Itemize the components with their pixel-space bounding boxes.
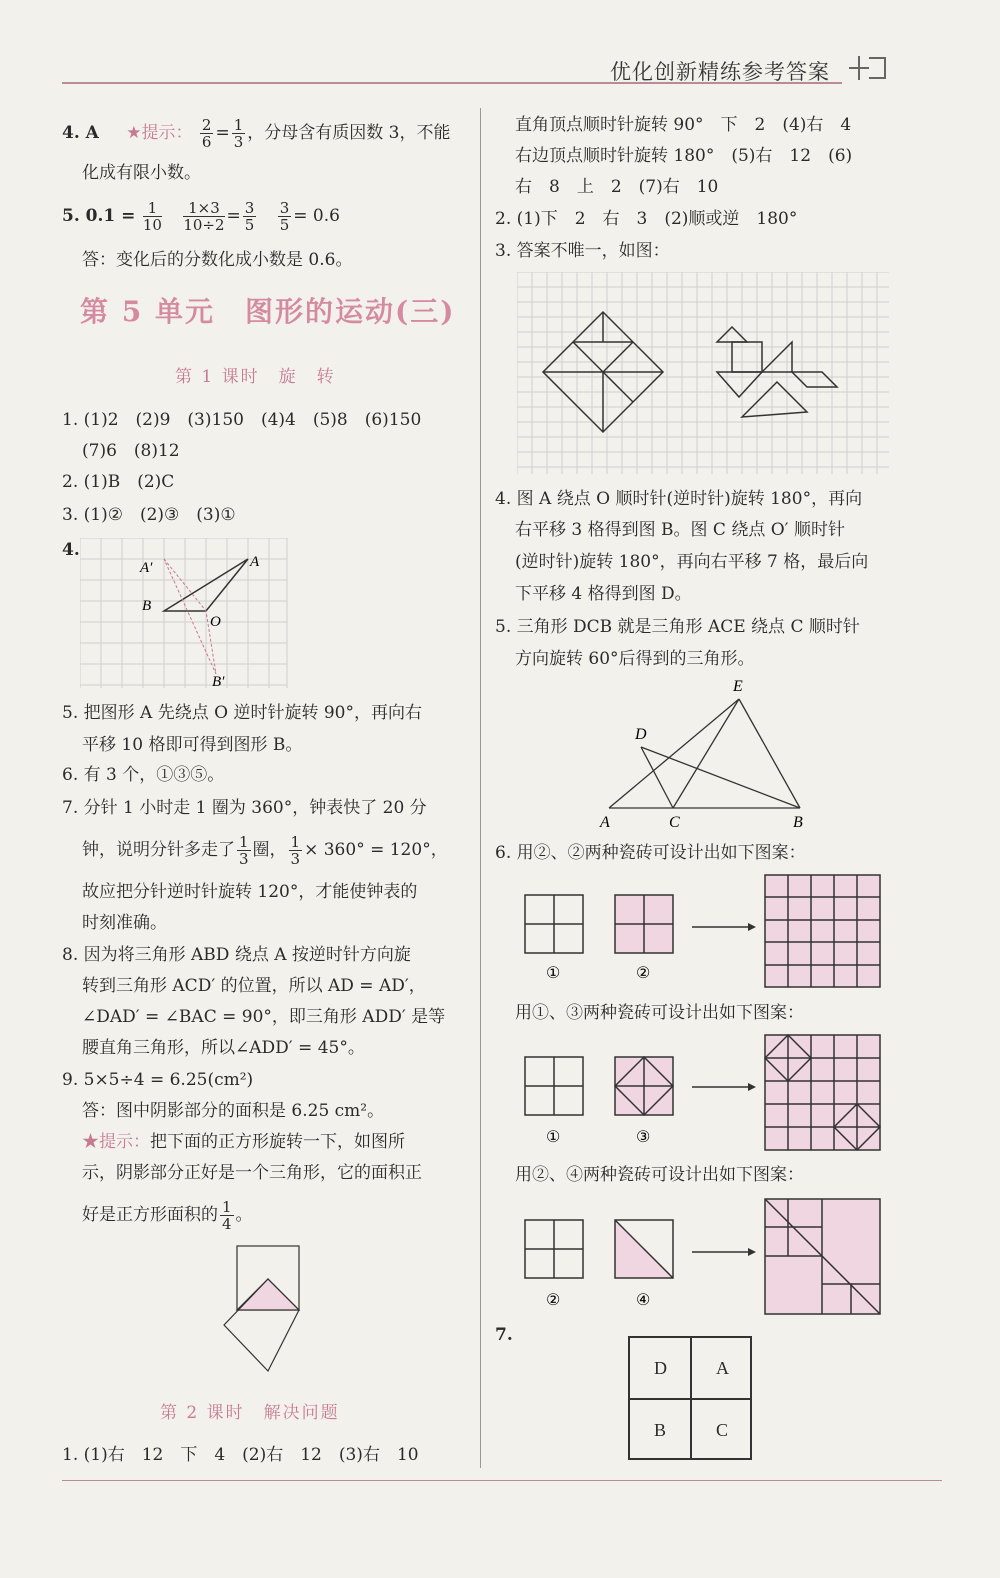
- l1-q5a: 5. 把图形 A 先绕点 O 逆时针旋转 90°，再向右: [62, 703, 422, 723]
- q7-cell-label: A: [716, 1358, 729, 1378]
- rotation-grid-figure: [80, 538, 290, 693]
- fraction: $\frac{3}{5}$: [279, 199, 290, 234]
- q5-line: 5. 0.1 = $\frac{1}{10}$ $\frac{1\times 3}{10\div 2}$ = $\frac{3}{5}$ $\frac{3}{5}$ = 0.6: [62, 199, 340, 234]
- point-label: B: [793, 814, 803, 831]
- l1-q9a: 9. 5×5÷4 = 6.25(cm²): [62, 1070, 254, 1090]
- l1-q2: 2. (1)B (2)C: [62, 472, 175, 492]
- r-q5a: 5. 三角形 DCB 就是三角形 ACE 绕点 C 顺时针: [495, 617, 860, 637]
- fraction: $\frac{3}{5}$: [244, 199, 255, 234]
- tile-label: ①: [546, 1129, 561, 1146]
- l1-q1b: (7)6 (8)12: [82, 441, 180, 461]
- fraction: $\frac{1}{4}$: [222, 1198, 232, 1233]
- q7-cell-label: C: [716, 1420, 729, 1440]
- tile-label: ①: [546, 965, 561, 982]
- tile-pattern-2: [520, 1030, 890, 1155]
- q7-grid-hline: [630, 1398, 750, 1400]
- fraction: $\frac{2}{6}$: [201, 116, 212, 151]
- l1-q8a: 8. 因为将三角形 ABD 绕点 A 按逆时针方向旋: [62, 945, 411, 965]
- fraction: $\frac{1}{3}$: [239, 833, 249, 868]
- hint-label: ★提示：: [126, 123, 193, 143]
- tile-label: ③: [636, 1129, 651, 1146]
- r-q5b: 方向旋转 60°后得到的三角形。: [515, 649, 755, 669]
- r-q4b: 右平移 3 格得到图 B。图 C 绕点 O′ 顺时针: [515, 520, 845, 540]
- r-q6a: 6. 用②、②两种瓷砖可设计出如下图案：: [495, 843, 806, 863]
- point-label: A: [250, 554, 260, 570]
- r-line-3: 右 8 上 2 (7)右 10: [515, 177, 719, 197]
- l1-q7a: 7. 分针 1 小时走 1 圈为 360°，钟表快了 20 分: [62, 798, 427, 818]
- q7-grid: [628, 1336, 752, 1460]
- q7-cell-label: D: [654, 1358, 667, 1378]
- l1-q4: 4.: [62, 540, 80, 560]
- l2-q1: 1. (1)右 12 下 4 (2)右 12 (3)右 10: [62, 1445, 419, 1465]
- l1-q8c: ∠DAD′ = ∠BAC = 90°，即三角形 ADD′ 是等: [82, 1007, 446, 1027]
- q5-end: = 0.6: [293, 206, 340, 226]
- tile-pattern-1: [520, 870, 890, 990]
- q4-line-2: 化成有限小数。: [82, 163, 201, 183]
- r-q3: 3. 答案不唯一，如图：: [495, 241, 670, 261]
- footer-rule: [62, 1480, 942, 1481]
- l1-q9-hint-a: ★提示：把下面的正方形旋转一下，如图所: [82, 1132, 405, 1152]
- r-q6b: 用①、③两种瓷砖可设计出如下图案：: [515, 1003, 804, 1023]
- header-logo-icon: [845, 50, 891, 86]
- lesson-2-title: 第 2 课时 解决问题: [160, 1403, 340, 1423]
- lesson-1-title: 第 1 课时 旋 转: [175, 367, 336, 387]
- page-header: [0, 0, 1000, 95]
- r-q6c: 用②、④两种瓷砖可设计出如下图案：: [515, 1165, 804, 1185]
- q4-answer: 4. A: [62, 123, 99, 143]
- triangle-rotation-figure: [595, 675, 810, 835]
- point-label: O: [210, 614, 221, 630]
- r-q7: 7.: [495, 1325, 513, 1345]
- l1-q1a: 1. (1)2 (2)9 (3)150 (4)4 (5)8 (6)150: [62, 410, 422, 430]
- l1-q7d: 时刻准确。: [82, 913, 167, 933]
- q5-answer: 答：变化后的分数化成小数是 0.6。: [82, 250, 353, 270]
- fraction: $\frac{1}{3}$: [233, 116, 244, 151]
- point-label: E: [733, 678, 743, 695]
- q7-cell-label: B: [654, 1420, 667, 1440]
- q4-line: 4. A ★提示： $\frac{2}{6}$ = $\frac{1}{3}$ ，分母含有质因数 3，不能: [62, 116, 451, 151]
- l1-q9b: 答：图中阴影部分的面积是 6.25 cm²。: [82, 1101, 385, 1121]
- tile-label: ④: [636, 1292, 651, 1309]
- r-q4d: 下平移 4 格得到图 D。: [515, 584, 692, 604]
- r-line-2: 右边顶点顺时针旋转 180° (5)右 12 (6): [515, 146, 853, 166]
- r-q4c: (逆时针)旋转 180°，再向右平移 7 格，最后向: [515, 552, 869, 572]
- tangram-grid-figure: [517, 272, 892, 477]
- column-divider: [480, 108, 481, 1468]
- l1-q9-hint-b: 示，阴影部分正好是一个三角形，它的面积正: [82, 1163, 422, 1183]
- l1-q7c: 故应把分针逆时针旋转 120°，才能使钟表的: [82, 882, 418, 902]
- tile-label: ②: [546, 1292, 561, 1309]
- unit-title: 第 5 单元 图形的运动(三): [80, 295, 456, 328]
- fraction: $\frac{1}{3}$: [290, 833, 301, 868]
- fraction: $\frac{1\times 3}{10\div 2}$: [183, 199, 225, 234]
- point-label: C: [669, 814, 680, 831]
- l1-q6: 6. 有 3 个，①③⑤。: [62, 765, 225, 785]
- l1-q8d: 腰直角三角形，所以∠ADD′ = 45°。: [82, 1038, 365, 1058]
- l1-q7b: 钟，说明分针多走了 $\frac{1}{3}$ 圈， $\frac{1}{3}$ × 360° = 120°，: [82, 833, 448, 868]
- point-label: B′: [212, 674, 225, 690]
- header-title: 优化创新精练参考答案: [610, 60, 830, 84]
- l1-q8b: 转到三角形 ACD′ 的位置，所以 AD = AD′，: [82, 976, 426, 996]
- point-label: D: [635, 726, 647, 743]
- fraction: $\frac{1}{10}$: [142, 199, 162, 234]
- tile-label: ②: [636, 965, 651, 982]
- point-label: B: [142, 598, 152, 614]
- l1-q9-hint-c: 好是正方形面积的 $\frac{1}{4}$ 。: [82, 1198, 253, 1233]
- r-q4a: 4. 图 A 绕点 O 顺时针(逆时针)旋转 180°，再向: [495, 489, 863, 509]
- r-q2: 2. (1)下 2 右 3 (2)顺或逆 180°: [495, 209, 798, 229]
- tile-pattern-3: [520, 1195, 890, 1320]
- l1-q3: 3. (1)② (2)③ (3)①: [62, 505, 236, 525]
- r-line-1: 直角顶点顺时针旋转 90° 下 2 (4)右 4: [515, 115, 852, 135]
- q5-prefix: 5. 0.1 =: [62, 206, 136, 226]
- point-label: A: [600, 814, 610, 831]
- square-rotation-figure: [220, 1243, 310, 1373]
- hint-text: ，分母含有质因数 3，不能: [247, 123, 451, 143]
- point-label: A′: [140, 560, 153, 576]
- l1-q5b: 平移 10 格即可得到图形 B。: [82, 735, 303, 755]
